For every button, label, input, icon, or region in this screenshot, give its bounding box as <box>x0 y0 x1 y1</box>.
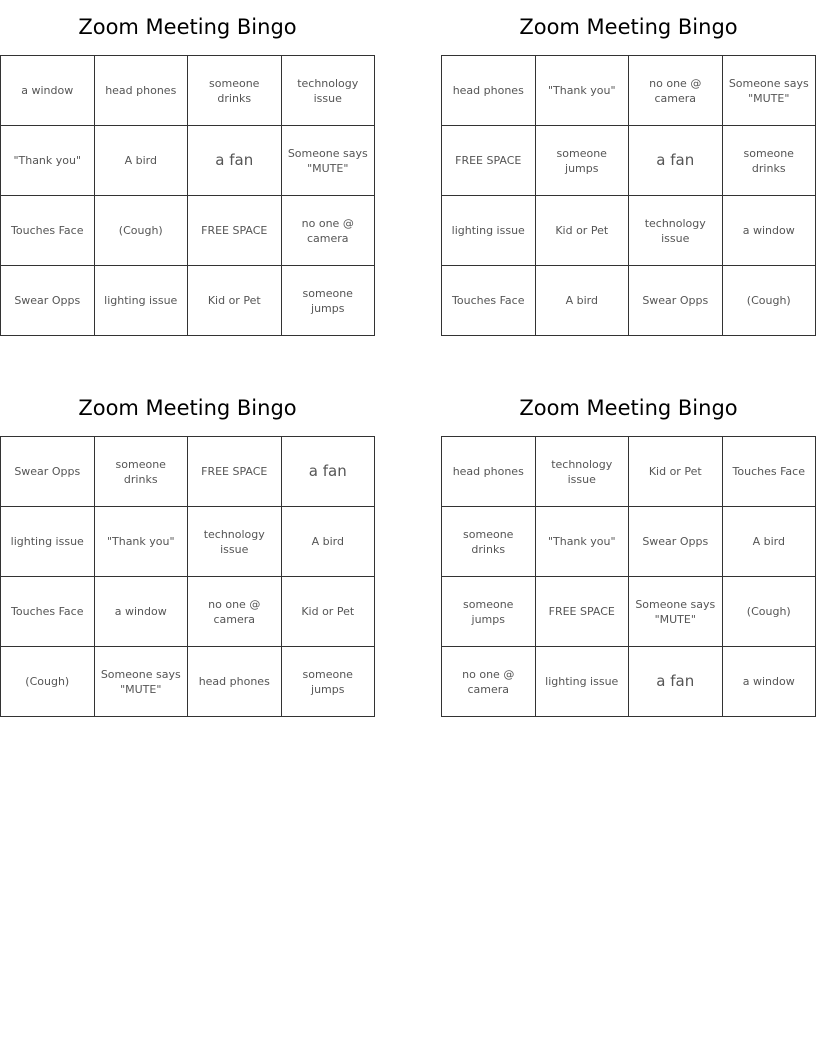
bingo-cell: Someone says "MUTE" <box>94 647 188 717</box>
bingo-cell: Kid or Pet <box>188 266 282 336</box>
bingo-cell: no one @ camera <box>442 647 536 717</box>
bingo-cell: Touches Face <box>442 266 536 336</box>
grid-row <box>1 266 375 336</box>
bingo-cell: Swear Opps <box>1 266 95 336</box>
bingo-cell: technology issue <box>281 56 375 126</box>
grid-row <box>1 437 375 507</box>
bingo-grid <box>441 436 816 717</box>
bingo-cell: "Thank you" <box>535 56 629 126</box>
bingo-cell: "Thank you" <box>94 507 188 577</box>
bingo-cell: lighting issue <box>94 266 188 336</box>
bingo-cell: "Thank you" <box>535 507 629 577</box>
bingo-cell: a fan <box>281 437 375 507</box>
free-space-cell: FREE SPACE <box>442 126 536 196</box>
bingo-cell: (Cough) <box>722 577 816 647</box>
bingo-cell: Touches Face <box>1 577 95 647</box>
bingo-cell: A bird <box>94 126 188 196</box>
bingo-cell: Swear Opps <box>629 507 723 577</box>
card-title: Zoom Meeting Bingo <box>519 15 738 39</box>
free-space-cell: FREE SPACE <box>188 437 282 507</box>
bingo-cell: technology issue <box>535 437 629 507</box>
bingo-cell: head phones <box>442 56 536 126</box>
bingo-cell: someone jumps <box>281 647 375 717</box>
bingo-cell: a window <box>722 196 816 266</box>
bingo-cell: Swear Opps <box>1 437 95 507</box>
bingo-cell: Touches Face <box>1 196 95 266</box>
bingo-cell: (Cough) <box>722 266 816 336</box>
bingo-cell: lighting issue <box>1 507 95 577</box>
free-space-cell: FREE SPACE <box>188 196 282 266</box>
grid-row <box>442 437 816 507</box>
card-title: Zoom Meeting Bingo <box>78 396 297 420</box>
grid-row <box>442 577 816 647</box>
bingo-cell: Someone says "MUTE" <box>281 126 375 196</box>
grid-row <box>1 647 375 717</box>
grid-row <box>442 56 816 126</box>
card-title: Zoom Meeting Bingo <box>519 396 738 420</box>
bingo-cell: someone jumps <box>442 577 536 647</box>
bingo-cell: (Cough) <box>94 196 188 266</box>
bingo-cell: someone drinks <box>94 437 188 507</box>
bingo-cell: lighting issue <box>442 196 536 266</box>
bingo-cell: a fan <box>629 647 723 717</box>
grid-row <box>442 266 816 336</box>
grid-row <box>442 507 816 577</box>
grid-row <box>442 126 816 196</box>
grid-row <box>1 507 375 577</box>
bingo-cell: no one @ camera <box>629 56 723 126</box>
bingo-grid <box>441 55 816 336</box>
bingo-cell: someone drinks <box>722 126 816 196</box>
bingo-cell: a fan <box>629 126 723 196</box>
bingo-cell: lighting issue <box>535 647 629 717</box>
bingo-cell: Kid or Pet <box>281 577 375 647</box>
bingo-cell: A bird <box>722 507 816 577</box>
bingo-cell: head phones <box>94 56 188 126</box>
bingo-cell: no one @ camera <box>188 577 282 647</box>
bingo-cell: Kid or Pet <box>535 196 629 266</box>
bingo-cell: someone drinks <box>442 507 536 577</box>
bingo-grid <box>0 55 375 336</box>
grid-row <box>1 56 375 126</box>
grid-row <box>1 577 375 647</box>
grid-row <box>442 647 816 717</box>
bingo-grid <box>0 436 375 717</box>
grid-row <box>1 196 375 266</box>
grid-row <box>1 126 375 196</box>
bingo-cell: head phones <box>442 437 536 507</box>
bingo-cell: technology issue <box>188 507 282 577</box>
bingo-cell: a window <box>1 56 95 126</box>
bingo-cell: (Cough) <box>1 647 95 717</box>
bingo-cell: a fan <box>188 126 282 196</box>
bingo-cell: head phones <box>188 647 282 717</box>
bingo-cell: technology issue <box>629 196 723 266</box>
bingo-cell: Swear Opps <box>629 266 723 336</box>
card-title: Zoom Meeting Bingo <box>78 15 297 39</box>
bingo-cell: no one @ camera <box>281 196 375 266</box>
bingo-cell: "Thank you" <box>1 126 95 196</box>
bingo-cell: Someone says "MUTE" <box>722 56 816 126</box>
free-space-cell: FREE SPACE <box>535 577 629 647</box>
bingo-cell: someone jumps <box>281 266 375 336</box>
bingo-cell: A bird <box>535 266 629 336</box>
bingo-cell: a window <box>722 647 816 717</box>
bingo-cell: someone jumps <box>535 126 629 196</box>
bingo-cell: Kid or Pet <box>629 437 723 507</box>
bingo-cell: a window <box>94 577 188 647</box>
bingo-cell: Someone says "MUTE" <box>629 577 723 647</box>
grid-row <box>442 196 816 266</box>
bingo-cell: someone drinks <box>188 56 282 126</box>
bingo-cell: A bird <box>281 507 375 577</box>
bingo-cell: Touches Face <box>722 437 816 507</box>
